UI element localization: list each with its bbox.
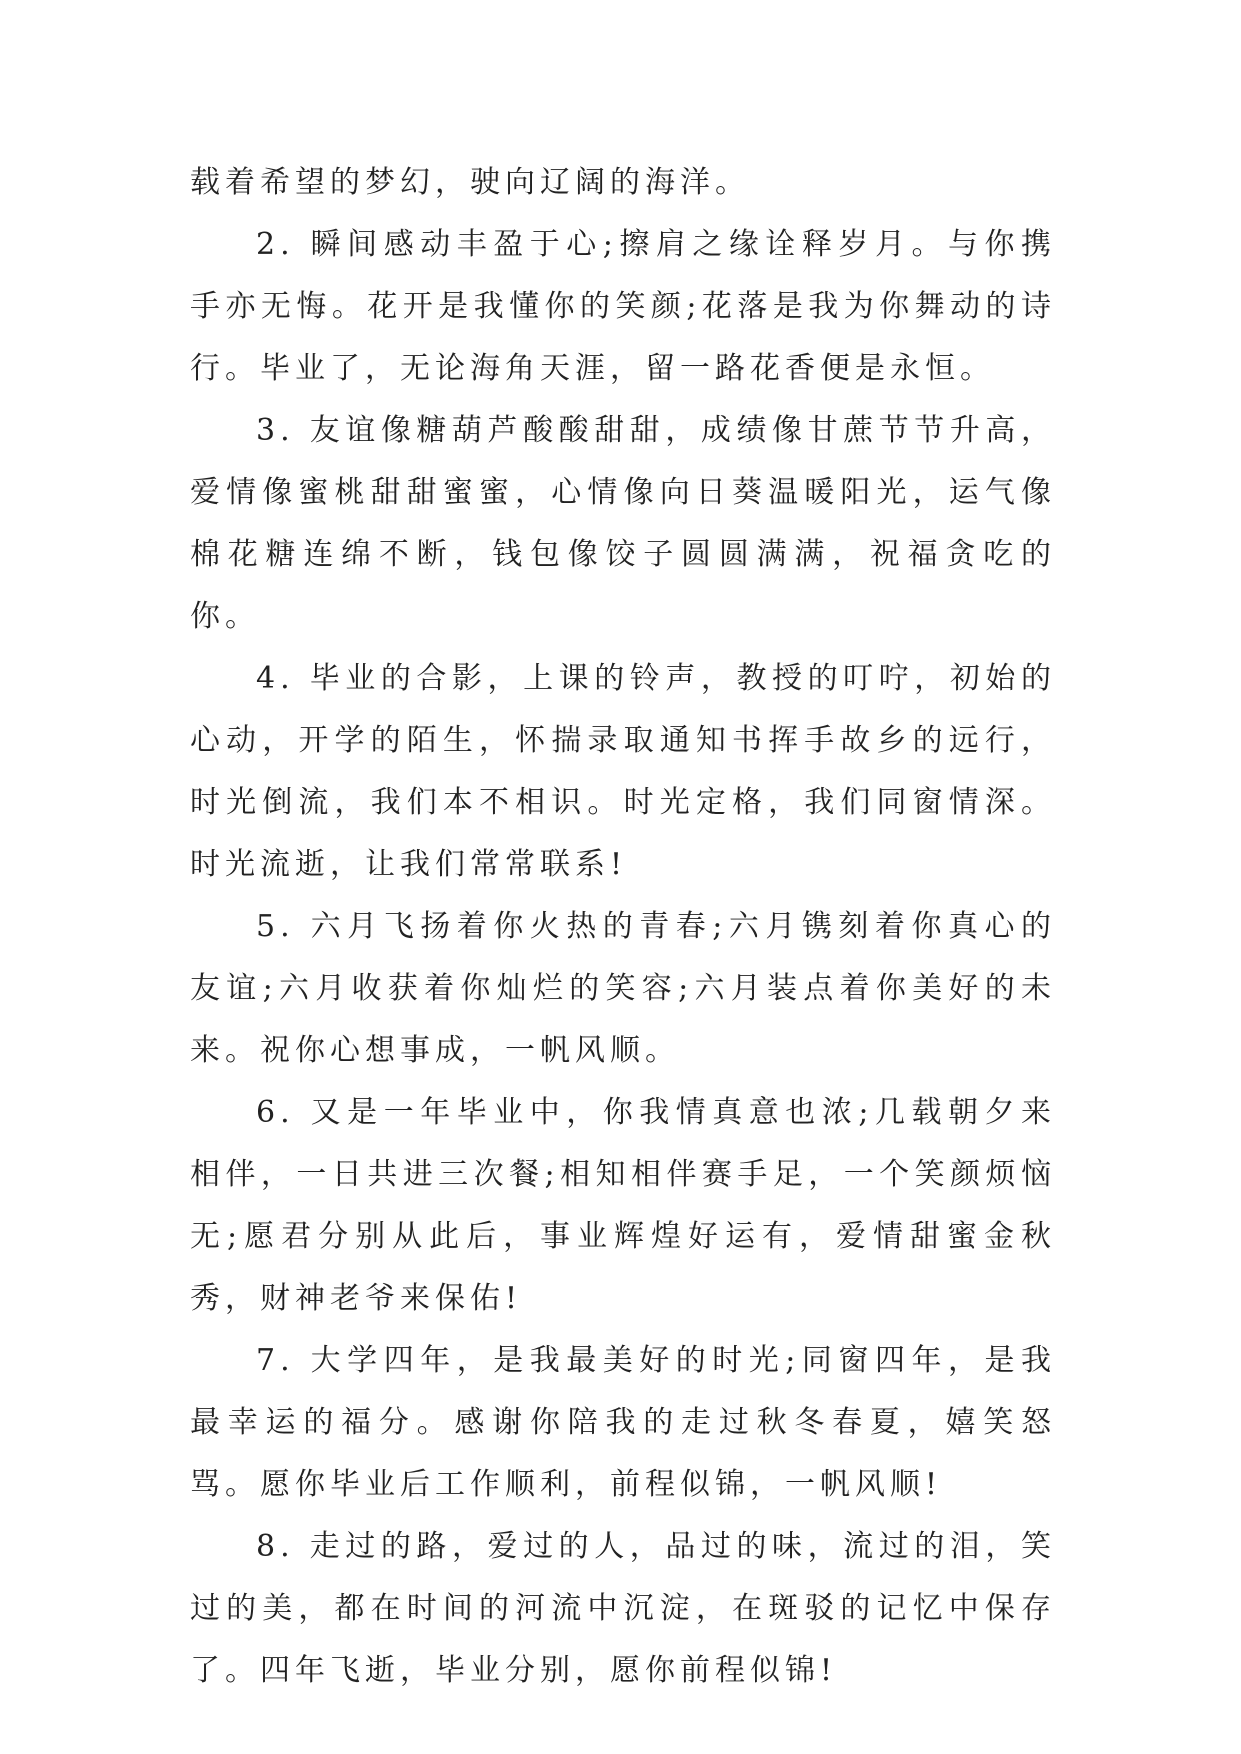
paragraph-item-7: 7. 大学四年，是我最美好的时光;同窗四年，是我最幸运的福分。感谢你陪我的走过秋冬春夏，嬉笑怒骂。愿你毕业后工作顺利，前程似锦，一帆风顺! — [190, 1343, 1056, 1502]
document-body — [190, 152, 1056, 1702]
paragraph-item-8: 8. 走过的路，爱过的人，品过的味，流过的泪，笑过的美，都在时间的河流中沉淀，在斑驳的记忆中保存了。四年飞逝，毕业分别，愿你前程似锦! — [190, 1529, 1056, 1688]
paragraph-item-5: 5. 六月飞扬着你火热的青春;六月镌刻着你真心的友谊;六月收获着你灿烂的笑容;六月装点着你美好的未来。祝你心想事成，一帆风顺。 — [190, 909, 1056, 1068]
paragraph-item-4: 4. 毕业的合影，上课的铃声，教授的叮咛，初始的心动，开学的陌生，怀揣录取通知书挥手故乡的远行，时光倒流，我们本不相识。时光定格，我们同窗情深。时光流逝，让我们常常联系! — [190, 661, 1056, 882]
paragraph-item-3: 3. 友谊像糖葫芦酸酸甜甜，成绩像甘蔗节节升高，爱情像蜜桃甜甜蜜蜜，心情像向日葵温暖阳光，运气像棉花糖连绵不断，钱包像饺子圆圆满满，祝福贪吃的你。 — [190, 413, 1056, 634]
paragraph-item-6: 6. 又是一年毕业中，你我情真意也浓;几载朝夕来相伴，一日共进三次餐;相知相伴赛手足，一个笑颜烦恼无;愿君分别从此后，事业辉煌好运有，爱情甜蜜金秋秀，财神老爷来保佑! — [190, 1095, 1056, 1316]
paragraph-item-2: 2. 瞬间感动丰盈于心;擦肩之缘诠释岁月。与你携手亦无悔。花开是我懂你的笑颜;花落是我为你舞动的诗行。毕业了，无论海角天涯，留一路花香便是永恒。 — [190, 227, 1056, 386]
paragraph-continuation: 载着希望的梦幻，驶向辽阔的海洋。 — [190, 165, 750, 200]
